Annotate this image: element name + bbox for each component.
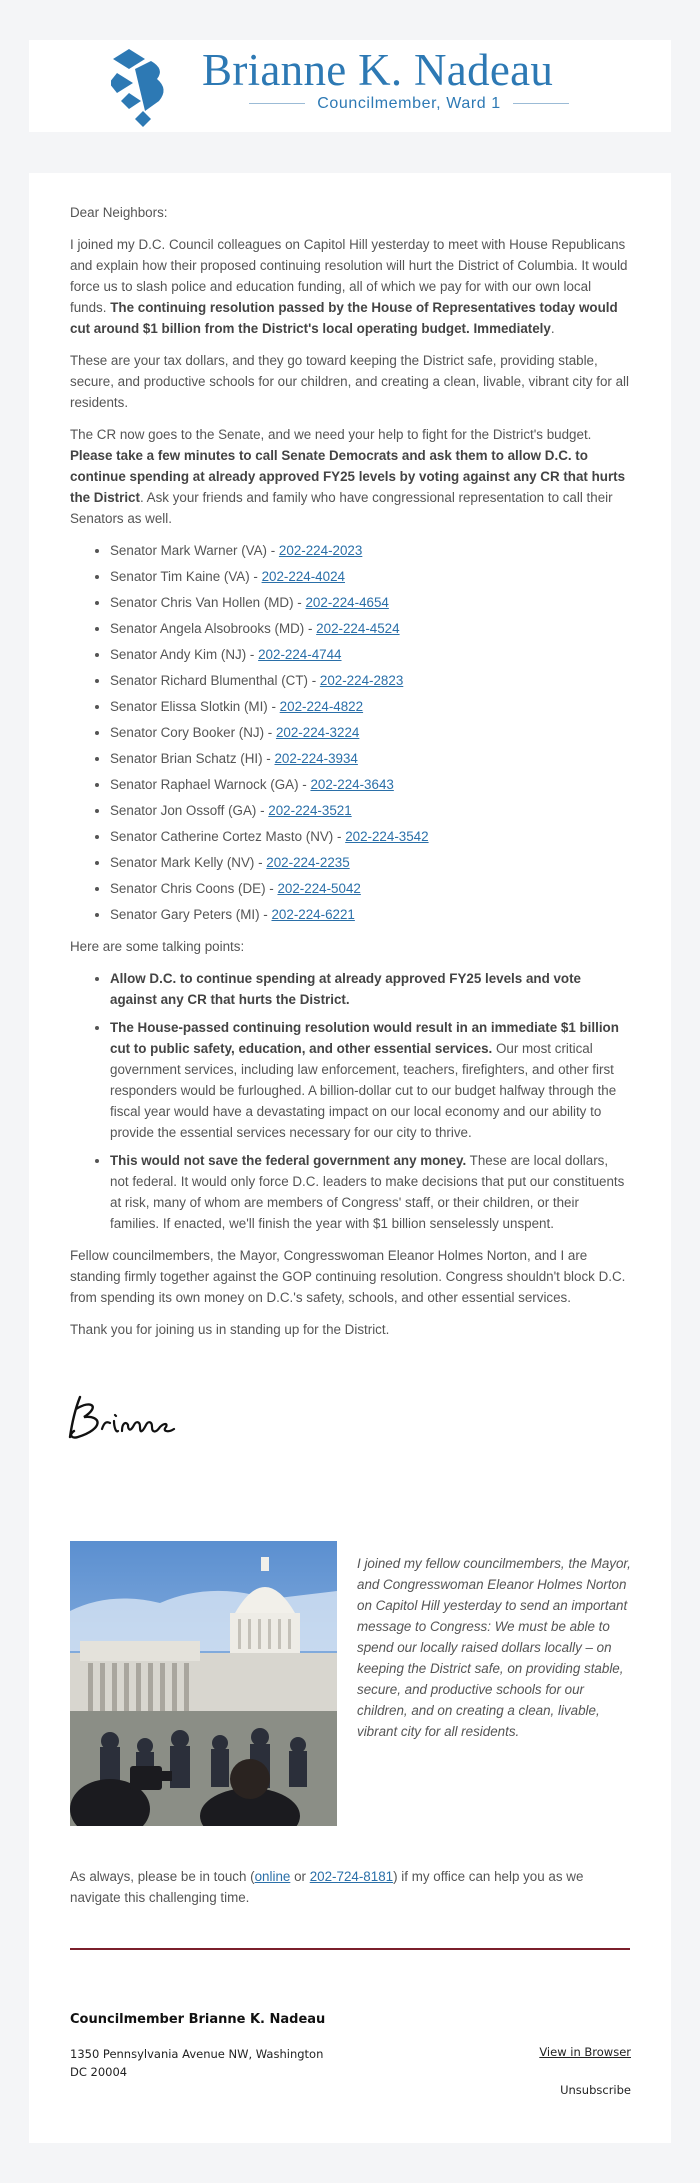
- senator-item: • Senator Andy Kim (NJ) - 202-224-4744: [110, 644, 630, 665]
- email-header: [29, 40, 671, 132]
- senator-item: • Senator Jon Ossoff (GA) - 202-224-3521: [110, 800, 630, 821]
- senator-phone-link[interactable]: 202-224-4524: [316, 621, 400, 636]
- talking-points-intro: Here are some talking points:: [70, 939, 245, 954]
- view-in-browser-link[interactable]: View in Browser: [539, 2045, 631, 2059]
- senator-name: Senator Raphael Warnock (GA): [110, 777, 299, 792]
- senator-name: Senator Richard Blumenthal (CT): [110, 673, 308, 688]
- senator-name: Senator Tim Kaine (VA): [110, 569, 250, 584]
- unsubscribe-link[interactable]: Unsubscribe: [560, 2083, 631, 2097]
- senator-name: Senator Cory Booker (NJ): [110, 725, 265, 740]
- paragraph-5: Thank you for joining us in standing up for the District.: [70, 1322, 390, 1337]
- senator-phone-link[interactable]: 202-224-2235: [266, 855, 350, 870]
- talking-points-list: [70, 968, 630, 1234]
- senator-phone-link[interactable]: 202-224-3542: [345, 829, 429, 844]
- senator-item: • Senator Cory Booker (NJ) - 202-224-3224: [110, 722, 630, 743]
- capitol-photo: [70, 1541, 337, 1826]
- senator-item: • Senator Chris Van Hollen (MD) - 202-224-4654: [110, 592, 630, 613]
- senator-name: Senator Andy Kim (NJ): [110, 647, 247, 662]
- paragraph-4: Fellow councilmembers, the Mayor, Congresswoman Eleanor Holmes Norton, and I are standing firmly together against the GOP continuing resolution. Congress shouldn't block D.C. from spending its own money on D.C.'s safety, schools, and other essential services.: [70, 1248, 626, 1305]
- photo-caption: I joined my fellow councilmembers, the Mayor, and Congresswoman Eleanor Holmes Norton on Capitol Hill yesterday to send an important message to Congress: We must be able to spend our locally raised dollars locally – on keeping the District safe, on providing stable, secure, and productive schools for our children, and on creating a clean, livable, vibrant city for all residents.: [357, 1556, 631, 1739]
- senator-name: Senator Brian Schatz (HI): [110, 751, 263, 766]
- senator-name: Senator Chris Coons (DE): [110, 881, 266, 896]
- list-item: • This would not save the federal government any money. These are local dollars, not federal. It would only force D.C. leaders to make decisions that put our constituents at risk, many of whom are members of Congress' staff, or their children, or their families. If enacted, we'll finish the year with $1 billion senselessly unspent.: [110, 1150, 630, 1234]
- senator-phone-link[interactable]: 202-224-6221: [271, 907, 355, 922]
- senator-name: Senator Chris Van Hollen (MD): [110, 595, 294, 610]
- senator-item: • Senator Angela Alsobrooks (MD) - 202-224-4524: [110, 618, 630, 639]
- senator-phone-link[interactable]: 202-224-4024: [261, 569, 345, 584]
- senator-phone-link[interactable]: 202-224-3224: [275, 725, 360, 740]
- senator-name: Senator Mark Kelly (NV): [110, 855, 255, 870]
- senator-item: • Senator Chris Coons (DE) - 202-224-5042: [110, 878, 630, 899]
- senator-phone-link[interactable]: 202-224-2823: [319, 673, 404, 688]
- senator-phone-link[interactable]: 202-224-3934: [274, 751, 358, 766]
- senator-item: • Senator Elissa Slotkin (MI) - 202-224-4822: [110, 696, 630, 717]
- greeting: Dear Neighbors:: [70, 205, 168, 220]
- footer-address: 1350 Pennsylvania Avenue NW, Washington DC 20004: [70, 2047, 324, 2079]
- senator-item: • Senator Mark Kelly (NV) - 202-224-2235: [110, 852, 630, 873]
- paragraph-2: These are your tax dollars, and they go toward keeping the District safe, providing stable, secure, and productive schools for our children, and creating a clean, livable, vibrant city for all residents.: [70, 353, 629, 410]
- logo-name: Brianne K. Nadeau: [202, 45, 554, 95]
- senator-item: • Senator Richard Blumenthal (CT) - 202-224-2823: [110, 670, 630, 691]
- senator-phone-link[interactable]: 202-224-4654: [305, 595, 389, 610]
- senator-name: Senator Angela Alsobrooks (MD): [110, 621, 305, 636]
- list-item: • Allow D.C. to continue spending at already approved FY25 levels and vote against any CR that hurts the District.: [110, 968, 630, 1010]
- contact-paragraph: As always, please be in touch (online or 202-724-8181) if my office can help you as we navigate this challenging time.: [70, 1869, 584, 1905]
- footer-name: Councilmember Brianne K. Nadeau: [70, 2012, 326, 2027]
- senator-phone-link[interactable]: 202-224-3521: [268, 803, 352, 818]
- letter-content: [70, 202, 630, 1351]
- paragraph-1: I joined my D.C. Council colleagues on Capitol Hill yesterday to meet with House Republicans and explain how their proposed continuing resolution will hurt the District of Columbia. It would force us to slash police and education funding, all of which we pay for with our own local funds. The continuing resolution passed by the House of Representatives today would cut around $1 billion from the District's local operating budget. Immediately.: [70, 237, 628, 336]
- senator-item: • Senator Mark Warner (VA) - 202-224-2023: [110, 540, 630, 561]
- senator-name: Senator Catherine Cortez Masto (NV): [110, 829, 334, 844]
- divider: [70, 1948, 630, 1950]
- logo-subtitle: Councilmember, Ward 1: [209, 95, 609, 113]
- email-body: [29, 173, 671, 2143]
- senator-name: Senator Gary Peters (MI): [110, 907, 260, 922]
- signature-image: [62, 1385, 212, 1455]
- senator-name: Senator Elissa Slotkin (MI): [110, 699, 268, 714]
- senator-name: Senator Mark Warner (VA): [110, 543, 268, 558]
- senator-phone-link[interactable]: 202-224-4744: [258, 647, 342, 662]
- senator-phone-link[interactable]: 202-224-4822: [279, 699, 364, 714]
- senator-phone-link[interactable]: 202-224-2023: [278, 543, 363, 558]
- senator-item: • Senator Tim Kaine (VA) - 202-224-4024: [110, 566, 630, 587]
- senator-name: Senator Jon Ossoff (GA): [110, 803, 257, 818]
- senator-item: • Senator Catherine Cortez Masto (NV) - 202-224-3542: [110, 826, 630, 847]
- bk-logo-icon: [111, 45, 173, 127]
- senator-phone-link[interactable]: 202-224-5042: [277, 881, 361, 896]
- paragraph-3: The CR now goes to the Senate, and we need your help to fight for the District's budget. Please take a few minutes to call Senate Democrats and ask them to allow D.C. to continue spending at already approved FY25 levels by voting against any CR that hurts the District. Ask your friends and family who have congressional representation to call their Senators as well.: [70, 427, 626, 526]
- senator-item: • Senator Gary Peters (MI) - 202-224-6221: [110, 904, 630, 925]
- senator-item: • Senator Raphael Warnock (GA) - 202-224-3643: [110, 774, 630, 795]
- senator-list: [70, 540, 630, 925]
- online-link[interactable]: online: [254, 1869, 291, 1884]
- senator-item: • Senator Brian Schatz (HI) - 202-224-3934: [110, 748, 630, 769]
- list-item: • The House-passed continuing resolution would result in an immediate $1 billion cut to public safety, education, and other essential services. Our most critical government services, including law enforcement, teachers, firefighters, and other first responders would be furloughed. A billion-dollar cut to our budget halfway through the fiscal year would have a devastating impact on our local economy and our ability to provide the essential services necessary for our city to thrive.: [110, 1017, 630, 1143]
- senator-phone-link[interactable]: 202-224-3643: [310, 777, 394, 792]
- office-phone-link[interactable]: 202-724-8181: [309, 1869, 394, 1884]
